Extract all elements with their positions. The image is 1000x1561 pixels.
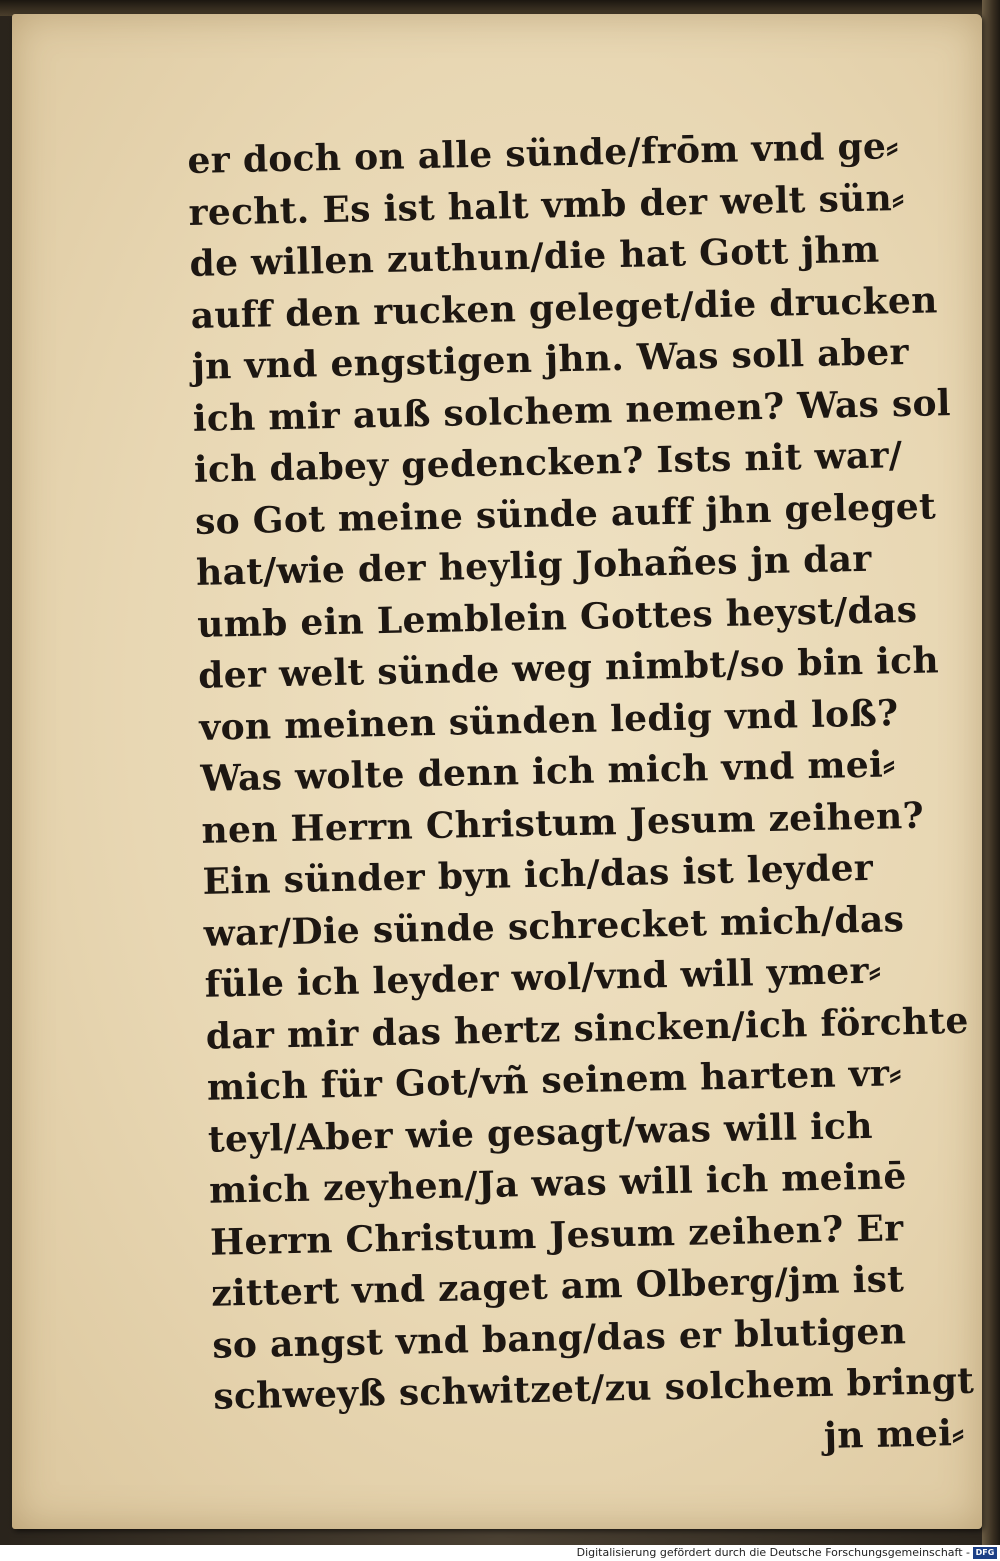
book-edge-right	[982, 0, 1000, 1545]
text-line: füle ich leyder wol/vnd will ymer⸗	[204, 949, 882, 1006]
catchword: jn mei⸗	[823, 1411, 965, 1457]
text-line: nen Herrn Christum Jesum zeihen?	[201, 794, 925, 852]
text-line: de willen zuthun/die hat Gott jhm	[189, 228, 880, 285]
text-line: von meinen sünden ledig vnd loß?	[198, 691, 899, 749]
text-line: der welt sünde weg nimbt/so bin ich	[197, 639, 940, 697]
text-line: Was wolte denn ich mich vnd mei⸗	[200, 743, 896, 800]
footer-bar	[0, 1545, 1000, 1561]
text-line: ich mir auß solchem nemen? Was sol	[192, 381, 952, 440]
page-text-block	[187, 120, 985, 1475]
text-line: hat/wie der heylig Johañes jn dar	[195, 537, 872, 594]
text-line: ich dabey gedencken? Ists nit war/	[193, 434, 903, 491]
text-line: mich für Got/vñ seinem harten vr⸗	[206, 1052, 902, 1109]
text-line: recht. Es ist halt vmb der welt sün⸗	[188, 176, 905, 234]
text-line: so angst vnd bang/das er blutigen	[211, 1309, 907, 1367]
text-line: Herrn Christum Jesum zeihen? Er	[209, 1206, 904, 1264]
dfg-logo: DFG	[973, 1547, 997, 1559]
text-line: mich zeyhen/Ja was will ich meinē	[208, 1155, 907, 1212]
text-line: umb ein Lemblein Gottes heyst/das	[196, 588, 918, 646]
page-sheet	[12, 14, 982, 1529]
text-line: schweyß schwitzet/zu solchem bringt	[212, 1359, 975, 1418]
text-line: jn vnd engstigen jhn. Was soll aber	[191, 330, 910, 388]
text-line: dar mir das hertz sincken/ich förchte	[205, 999, 970, 1058]
text-line: er doch on alle sünde/frōm vnd ge⸗	[187, 125, 899, 182]
text-line: Ein sünder byn ich/das ist leyder	[202, 846, 874, 903]
text-line: war/Die sünde schrecket mich/das	[203, 897, 905, 955]
text-line: teyl/Aber wie gesagt/was will ich	[207, 1104, 874, 1161]
text-line: zittert vnd zaget am Olberg/jm ist	[210, 1258, 905, 1315]
funding-credit: Digitalisierung gefördert durch die Deutsche Forschungsgemeinschaft -	[576, 1546, 970, 1559]
text-line: so Got meine sünde auff jhn geleget	[194, 484, 937, 543]
text-line: auff den rucken geleget/die drucken	[190, 278, 938, 337]
